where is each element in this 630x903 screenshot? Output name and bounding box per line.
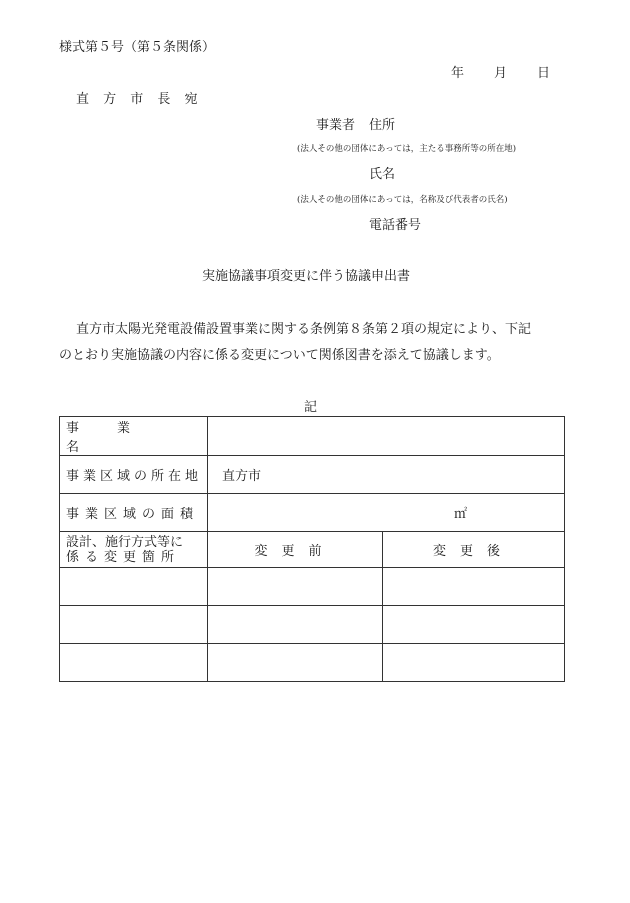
date-month-label: 月 — [494, 66, 508, 81]
business-label: 事業者 — [316, 118, 356, 133]
table-row-area — [60, 494, 565, 532]
change-location-cell[interactable] — [60, 568, 208, 606]
name-note: (法人その他の団体にあっては，名称及び代表者の氏名) — [297, 195, 508, 205]
before-change-cell[interactable] — [208, 606, 383, 644]
project-name-label: 事業名 — [60, 417, 208, 456]
address-label: 住所 — [369, 118, 396, 133]
project-name-value[interactable] — [208, 417, 565, 456]
form-number: 様式第５号（第５条関係） — [59, 40, 216, 55]
date-year-label: 年 — [451, 66, 465, 81]
table-row — [60, 644, 565, 682]
change-location-cell[interactable] — [60, 606, 208, 644]
addressee: 直 方 市 長 宛 — [76, 92, 203, 107]
ki-label: 記 — [304, 400, 318, 415]
before-change-header: 変更前 — [208, 532, 383, 568]
date-day-label: 日 — [537, 66, 551, 81]
name-label: 氏名 — [369, 167, 396, 182]
change-location-cell[interactable] — [60, 644, 208, 682]
area-value[interactable] — [208, 494, 565, 532]
area-unit: ㎡ — [453, 507, 467, 522]
body-line-1: 直方市太陽光発電設備設置事業に関する条例第８条第２項の規定により、下記 — [76, 322, 532, 337]
table-row — [60, 606, 565, 644]
change-location-label: 設計、施行方式等に 係る変更箇所 — [60, 532, 208, 568]
table-row-change-header — [60, 532, 565, 568]
phone-label: 電話番号 — [369, 218, 422, 233]
table-row-location — [60, 456, 565, 494]
before-change-cell[interactable] — [208, 644, 383, 682]
after-change-cell[interactable] — [383, 568, 565, 606]
location-value[interactable]: 直方市 — [208, 456, 565, 494]
address-note: (法人その他の団体にあっては，主たる事務所等の所在地) — [297, 144, 517, 154]
table-row — [60, 568, 565, 606]
after-change-cell[interactable] — [383, 606, 565, 644]
area-label: 事業区域の面積 — [60, 494, 208, 532]
document-title: 実施協議事項変更に伴う協議申出書 — [202, 269, 411, 284]
location-label: 事業区域の所在地 — [60, 456, 208, 494]
body-line-2: のとおり実施協議の内容に係る変更について関係図書を添えて協議します。 — [59, 348, 500, 363]
after-change-header: 変更後 — [383, 532, 565, 568]
table-row-project-name — [60, 417, 565, 456]
before-change-cell[interactable] — [208, 568, 383, 606]
after-change-cell[interactable] — [383, 644, 565, 682]
application-table — [59, 416, 565, 682]
